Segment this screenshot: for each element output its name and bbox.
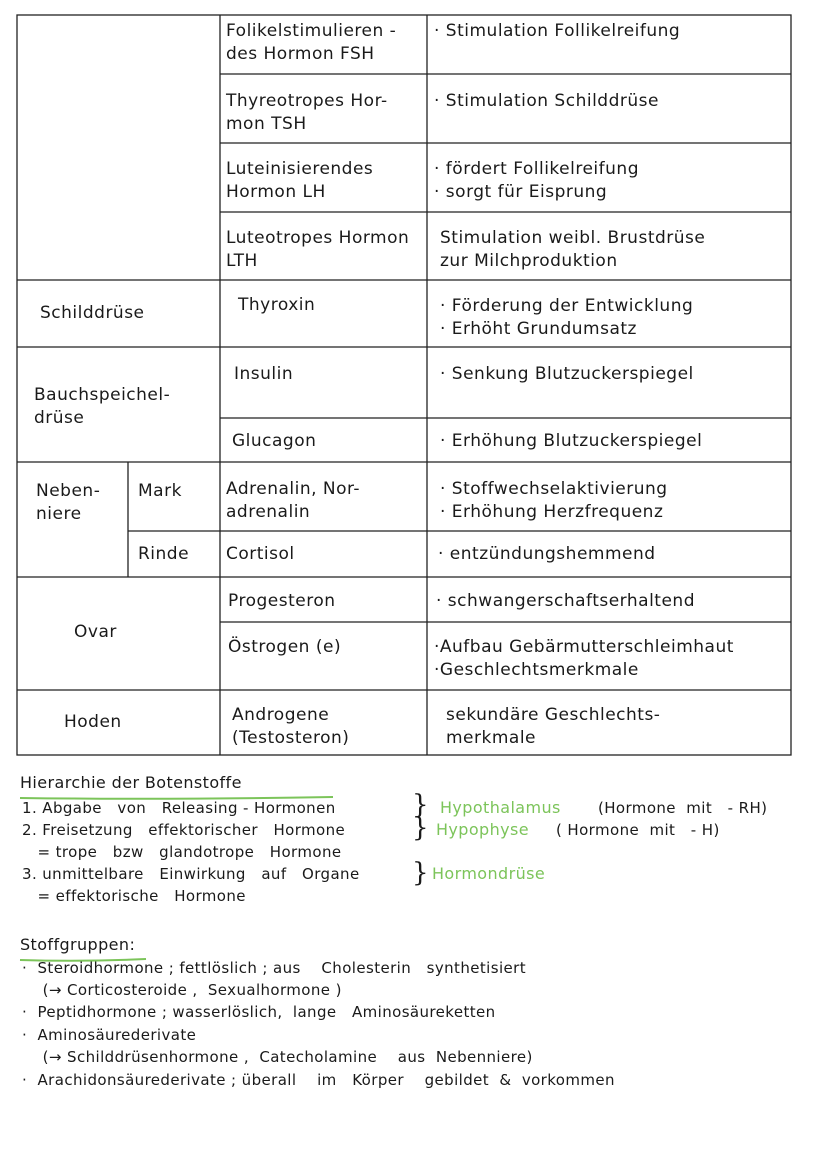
group-aminosaeure-note: (→ Schilddrüsenhormone , Catecholamine aus Nebenniere) [22, 1048, 533, 1066]
group-peptid: · Peptidhormone ; wasserlöslich, lange Aminosäureketten [22, 1003, 496, 1021]
effect-tsh: · Stimulation Schilddrüse [434, 91, 659, 111]
organ-schilddruese: Schilddrüse [40, 303, 145, 323]
target-hypothalamus: Hypothalamus [440, 798, 561, 817]
effect-oestrogen: ·Aufbau Gebärmutterschleimhaut ·Geschlechtsmerkmale [434, 637, 734, 680]
effect-lh: · fördert Follikelreifung · sorgt für Eisprung [434, 159, 639, 202]
hormone-lth: Luteotropes Hormon LTH [226, 228, 410, 271]
hormone-progesteron: Progesteron [228, 591, 336, 611]
hormone-lh: Luteinisierendes Hormon LH [226, 159, 374, 202]
hormone-oestrogen: Östrogen (e) [228, 637, 342, 657]
hormone-glucagon: Glucagon [232, 431, 317, 451]
effect-cortisol: · entzündungshemmend [438, 544, 656, 564]
hierarchy-item-2: 2. Freisetzung effektorischer Hormone [22, 821, 346, 839]
effect-insulin: · Senkung Blutzuckerspiegel [440, 364, 694, 384]
target-hypophyse: Hypophyse [436, 820, 529, 839]
group-arachidon: · Arachidonsäurederivate ; überall im Körper gebildet & vorkommen [22, 1071, 615, 1089]
hierarchy-item-2b: = trope bzw glandotrope Hormone [22, 843, 342, 861]
hierarchy-item-3b: = effektorische Hormone [22, 887, 246, 905]
hierarchy-item-3: 3. unmittelbare Einwirkung auf Organe [22, 865, 360, 883]
hormone-cortisol: Cortisol [226, 544, 295, 564]
hormone-fsh: Folikelstimulieren - des Hormon FSH [226, 21, 397, 64]
brace-2: } [412, 813, 429, 843]
effect-lth: Stimulation weibl. Brustdrüse zur Milchproduktion [440, 228, 706, 271]
effect-progesteron: · schwangerschaftserhaltend [436, 591, 695, 611]
group-steroid: · Steroidhormone ; fettlöslich ; aus Cholesterin synthetisiert [22, 959, 526, 977]
effect-thyroxin: · Förderung der Entwicklung · Erhöht Grundumsatz [440, 296, 694, 339]
organ-ovar: Ovar [74, 622, 117, 642]
target-hypophyse-note: ( Hormone mit - H) [556, 821, 720, 839]
sub-rinde: Rinde [138, 544, 190, 564]
target-hormondruese: Hormondrüse [432, 864, 546, 883]
target-hypothalamus-note: (Hormone mit - RH) [598, 799, 768, 817]
hierarchy-title: Hierarchie der Botenstoffe [20, 773, 242, 792]
hormone-adrenalin: Adrenalin, Nor- adrenalin [226, 479, 361, 522]
organ-bauchspeicheldruese [34, 384, 170, 430]
group-aminosaeure: · Aminosäurederivate [22, 1026, 197, 1044]
group-steroid-note: (→ Corticosteroide , Sexualhormone ) [22, 981, 342, 999]
hormone-tsh: Thyreotropes Hor- mon TSH [226, 91, 388, 134]
hormone-insulin: Insulin [234, 364, 294, 384]
brace-1: } [412, 790, 429, 820]
organ-nebenniere [36, 480, 100, 526]
sub-mark: Mark [138, 481, 182, 501]
hormone-thyroxin: Thyroxin [238, 295, 316, 315]
effect-androgene: sekundäre Geschlechts- merkmale [446, 705, 661, 748]
hormone-androgene: Androgene (Testosteron) [232, 705, 350, 748]
groups-title: Stoffgruppen: [20, 935, 136, 954]
organ-nebenniere-text: Neben- niere [36, 481, 101, 524]
effect-fsh: · Stimulation Follikelreifung [434, 21, 681, 41]
hierarchy-item-1: 1. Abgabe von Releasing - Hormonen [22, 799, 336, 817]
brace-3: } [412, 858, 429, 888]
effect-glucagon: · Erhöhung Blutzuckerspiegel [440, 431, 703, 451]
organ-hoden: Hoden [64, 712, 122, 732]
effect-adrenalin: · Stoffwechselaktivierung · Erhöhung Herzfrequenz [440, 479, 668, 522]
organ-bauchspeicheldruese-text: Bauchspeichel- drüse [34, 385, 171, 428]
